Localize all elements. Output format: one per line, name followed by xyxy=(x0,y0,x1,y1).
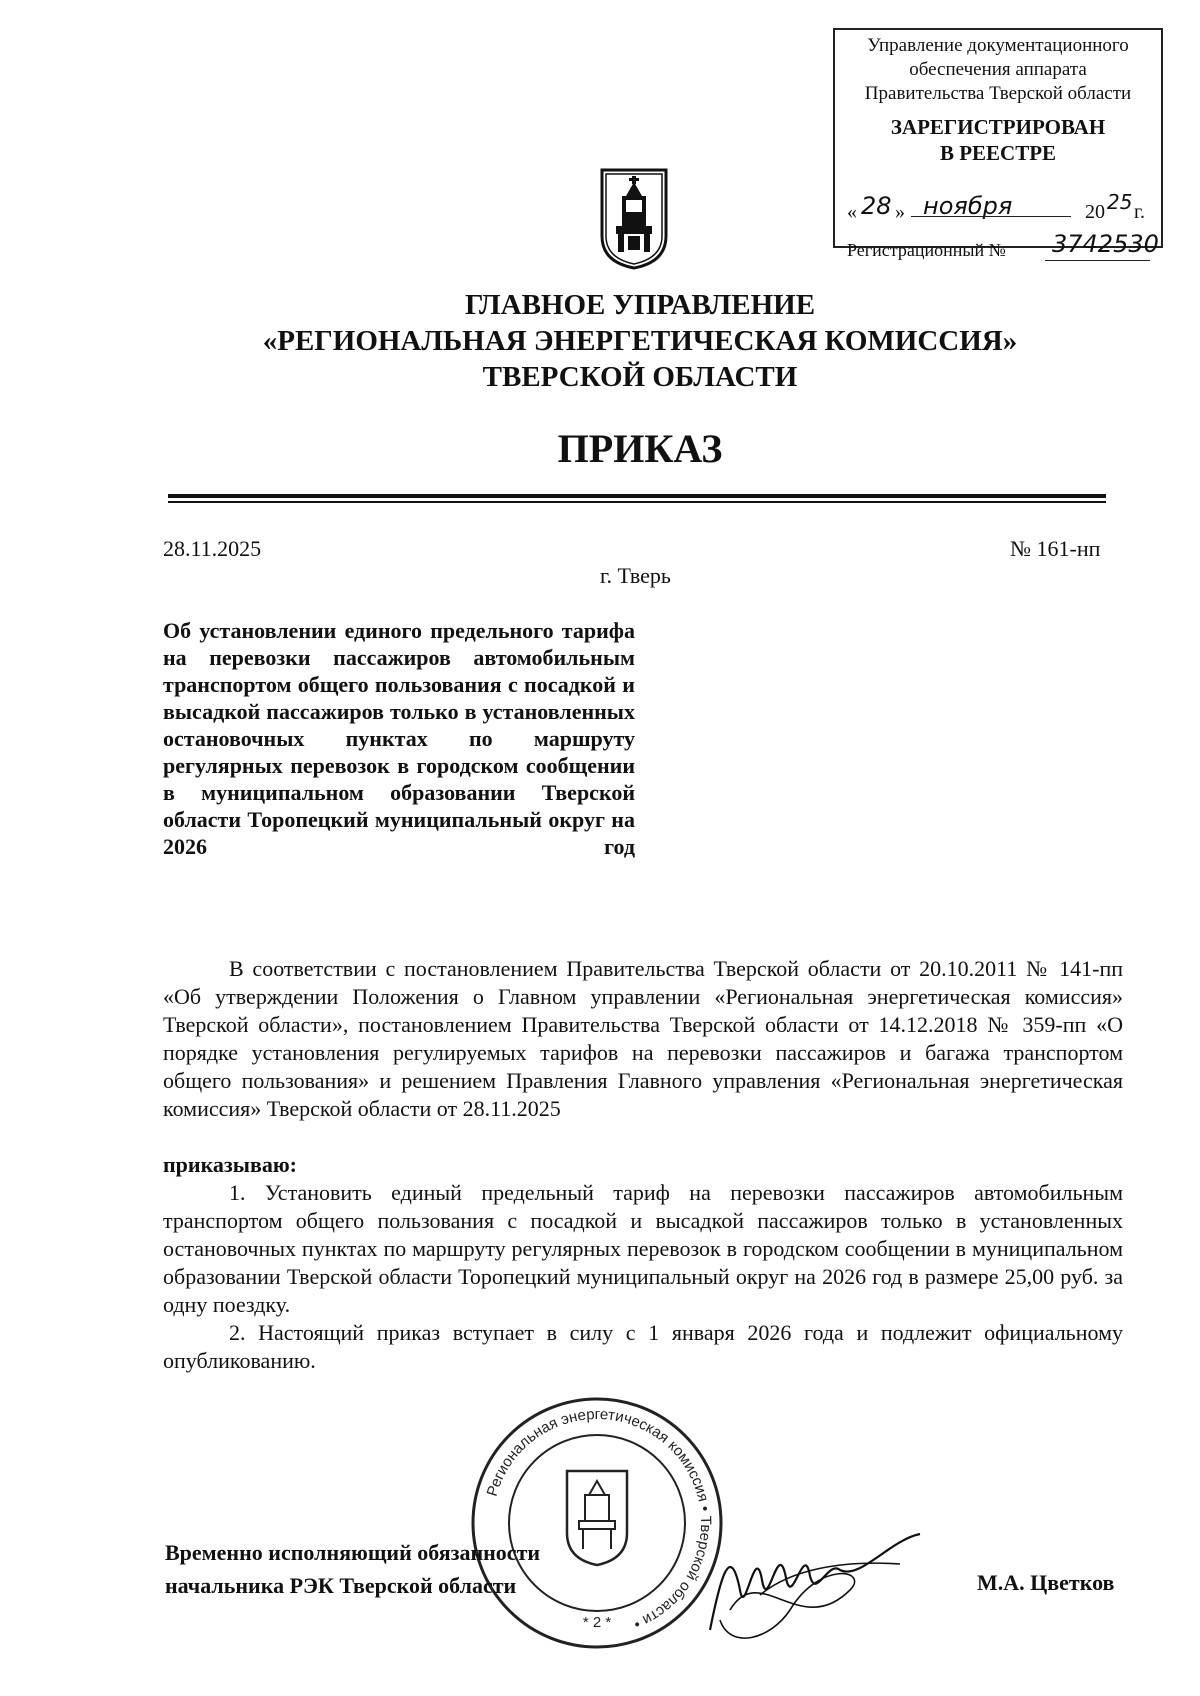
reg-number-value: 3742530 xyxy=(1052,230,1159,258)
order-item-2: 2. Настоящий приказ вступает в силу с 1 января 2026 года и подлежит официальному опубликованию. xyxy=(163,1320,1123,1373)
seal-outer-text: Региональная энергетическая комиссия • Тверской области • xyxy=(483,1405,715,1633)
reg-date-row: « 28 » ноября 20 25 г. xyxy=(847,190,1145,223)
official-seal xyxy=(467,1393,727,1653)
reg-date-year-prefix: 20 xyxy=(1085,201,1105,223)
reg-registered-1: ЗАРЕГИСТРИРОВАН xyxy=(890,115,1106,139)
registration-stamp xyxy=(833,28,1163,260)
reg-date-day: 28 xyxy=(861,192,892,220)
org-name-line-3: ТВЕРСКОЙ ОБЛАСТИ xyxy=(482,361,798,393)
document-title: ПРИКАЗ xyxy=(557,426,723,471)
order-word: приказываю: xyxy=(163,1152,297,1177)
seal-bottom-text: * 2 * xyxy=(582,1614,612,1631)
title-rule-thick xyxy=(168,494,1106,498)
document-city: г. Тверь xyxy=(600,563,671,588)
org-name-line-2: «РЕГИОНАЛЬНАЯ ЭНЕРГЕТИЧЕСКАЯ КОМИССИЯ» xyxy=(262,325,1018,357)
handwritten-signature xyxy=(700,1500,930,1650)
org-name-line-1: ГЛАВНОЕ УПРАВЛЕНИЕ xyxy=(464,289,816,321)
reg-line-2: обеспечения аппарата xyxy=(909,59,1087,80)
reg-date-month: ноября xyxy=(923,192,1013,220)
preamble: В соответствии с постановлением Правительства Тверской области от 20.10.2011 № 141-пп «Об утверждении Положения о Главном управлении «Региональная энергетическая комиссия» Тверской области», постановлением Правительства Тверской области от 14.12.2018 № 359-пп «О порядке установления регулируемых тарифов на перевозки пассажиров и багажа транспортом общего пользования» и решением Правления Главного управления «Региональная энергетическая комиссия» Тверской области от 28.11.2025 xyxy=(163,956,1123,1121)
seal-emblem-icon xyxy=(567,1471,627,1565)
tver-coat-of-arms-icon xyxy=(598,166,670,270)
signatory-name: М.А. Цветков xyxy=(977,1570,1115,1595)
signatory-position-line-2: начальника РЭК Тверской области xyxy=(165,1573,517,1598)
reg-number-label: Регистрационный № xyxy=(847,240,1006,260)
signatory-position-line-1: Временно исполняющий обязанности xyxy=(165,1540,541,1565)
reg-line-3: Правительства Тверской области xyxy=(864,83,1132,104)
reg-date-g: г. xyxy=(1134,201,1145,223)
document-number: № 161-нп xyxy=(1010,536,1101,561)
reg-registered-2: В РЕЕСТРЕ xyxy=(939,141,1057,165)
order-item-1: 1. Установить единый предельный тариф на перевозки пассажиров автомобильным транспортом общего пользования с посадкой и высадкой пассажиров только в установленных остановочных пунктах по маршруту регулярных перевозок в городском сообщении в муниципальном образовании Тверской области Торопецкий муниципальный округ на 2026 год в размере 25,00 руб. за одну поездку. xyxy=(163,1180,1123,1317)
reg-line-1: Управление документационного xyxy=(867,35,1129,56)
title-rule-thin xyxy=(168,501,1106,503)
reg-number-row xyxy=(847,230,1159,268)
reg-date-year-suffix: 25 xyxy=(1107,190,1133,214)
signatory-position xyxy=(165,1536,540,1602)
document-date: 28.11.2025 xyxy=(163,536,262,561)
document-subject: Об установлении единого предельного тарифа на перевозки пассажиров автомобильным транспортом общего пользования с посадкой и высадкой пассажиров только в установленных остановочных пунктах по маршруту регулярных перевозок в городском сообщении в муниципальном образовании Тверской области Торопецкий муниципальный округ на 2026 год xyxy=(163,618,635,859)
